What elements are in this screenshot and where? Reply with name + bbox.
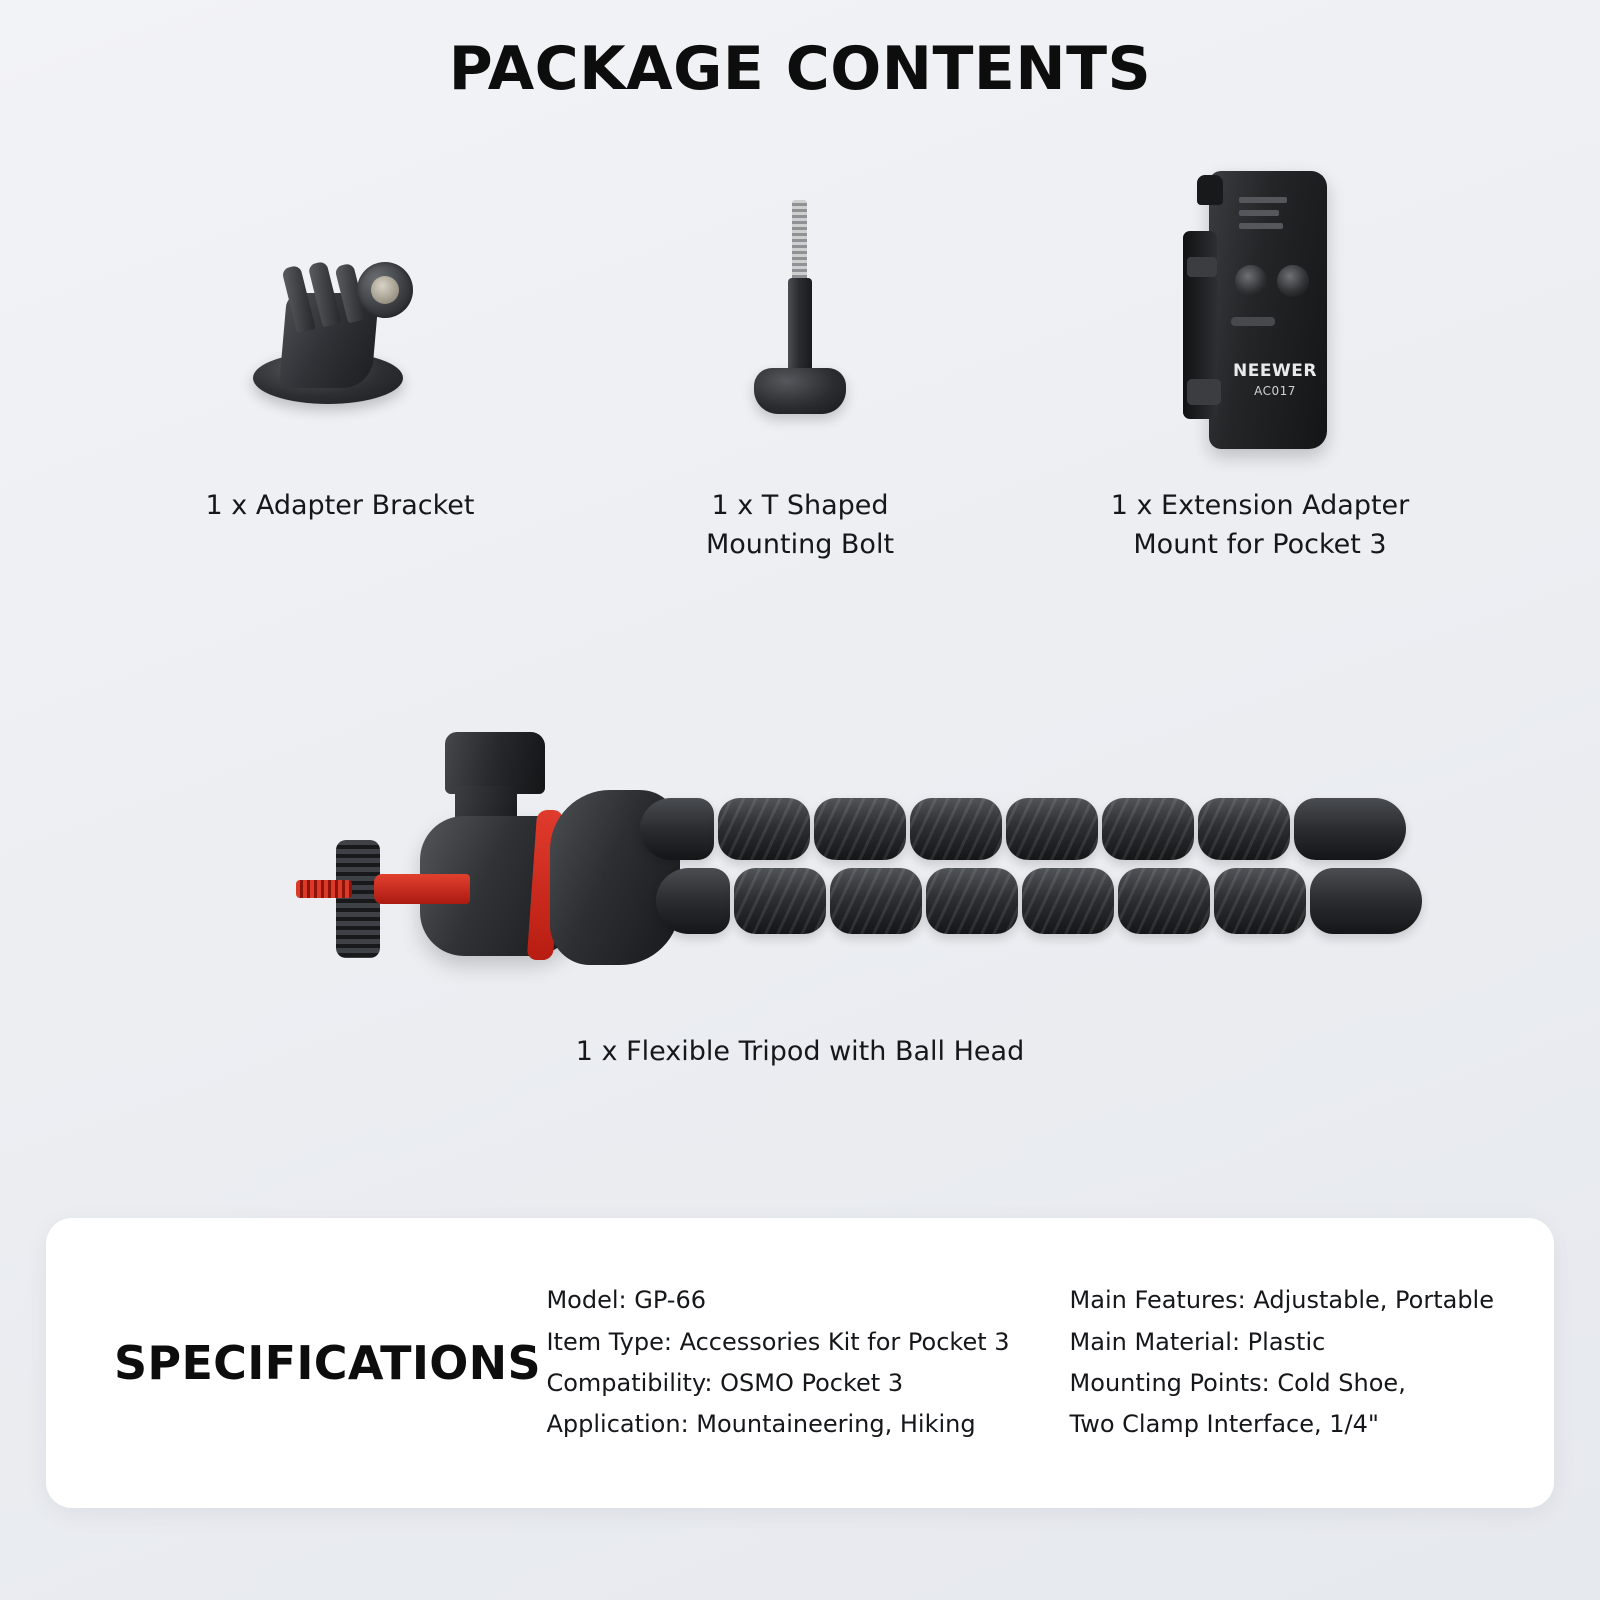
t-shaped-mounting-bolt-icon [740, 200, 860, 430]
spec-line-model: Model: GP-66 [546, 1286, 706, 1315]
package-item-extension-adapter [1050, 150, 1470, 564]
adapter-tab-bottom [1187, 379, 1221, 405]
adapter-brand-text: NEEWER [1233, 361, 1317, 381]
specifications-card [46, 1218, 1554, 1508]
extension-adapter-mount-icon [1165, 165, 1355, 465]
spec-line-mounting-points: Mounting Points: Cold Shoe, [1069, 1369, 1406, 1397]
package-item-label-extension-adapter [1111, 486, 1410, 564]
specifications-left-column [546, 1280, 1009, 1445]
extension-adapter-illustration [1050, 150, 1470, 480]
bracket-thumb-knob [357, 262, 413, 318]
adapter-mount-holes [1235, 265, 1309, 301]
t-bolt-illustration [590, 150, 1010, 480]
package-item-label-t-bolt [706, 486, 894, 564]
tripod-leg-lower [656, 868, 1426, 934]
specifications-title: SPECIFICATIONS [114, 1336, 541, 1390]
spec-line-main-features: Main Features: Adjustable, Portable [1069, 1286, 1494, 1315]
tripod-top-knob [445, 732, 545, 794]
tripod-leg-upper [640, 798, 1410, 860]
specifications-right-column [1070, 1280, 1494, 1445]
t-bolt-label-line-2: Mounting Bolt [705, 529, 895, 561]
package-items-row [110, 150, 1490, 620]
adapter-bracket-illustration [130, 150, 550, 480]
package-item-flexible-tripod [0, 690, 1600, 1067]
spec-line-mounting-points-cont: Two Clamp Interface, 1/4" [1069, 1410, 1379, 1439]
spec-line-compatibility: Compatibility: OSMO Pocket 3 [546, 1369, 904, 1397]
package-item-label-flexible-tripod: 1 x Flexible Tripod with Ball Head [575, 1036, 1025, 1067]
spec-line-main-material: Main Material: Plastic [1069, 1327, 1326, 1356]
bolt-head-shape [754, 368, 846, 414]
page-title: PACKAGE CONTENTS [448, 34, 1152, 104]
adapter-tab-top [1187, 257, 1217, 277]
bolt-thread-shape [792, 200, 807, 284]
tripod-red-stem [374, 874, 470, 904]
extension-adapter-label-line-1: 1 x Extension Adapter [1110, 490, 1410, 521]
adapter-model-code-text: AC017 [1254, 384, 1296, 398]
specifications-columns [546, 1280, 1554, 1445]
adapter-bracket-icon [245, 220, 435, 410]
flexible-tripod-icon [100, 690, 1500, 1020]
extension-adapter-label-line-2: Mount for Pocket 3 [1133, 529, 1387, 561]
tripod-screw-thread-tip [296, 880, 352, 898]
spec-line-application: Application: Mountaineering, Hiking [546, 1410, 976, 1439]
t-bolt-label-line-1: 1 x T Shaped [711, 490, 889, 521]
adapter-cold-shoe-slot [1231, 317, 1275, 326]
package-item-t-bolt [590, 150, 1010, 564]
spec-line-item-type: Item Type: Accessories Kit for Pocket 3 [546, 1327, 1010, 1356]
adapter-vent-lines [1239, 197, 1297, 241]
tripod-locking-knob [336, 840, 380, 958]
adapter-top-nub [1197, 175, 1223, 205]
package-item-label-adapter-bracket: 1 x Adapter Bracket [205, 490, 475, 521]
package-item-adapter-bracket [130, 150, 550, 525]
